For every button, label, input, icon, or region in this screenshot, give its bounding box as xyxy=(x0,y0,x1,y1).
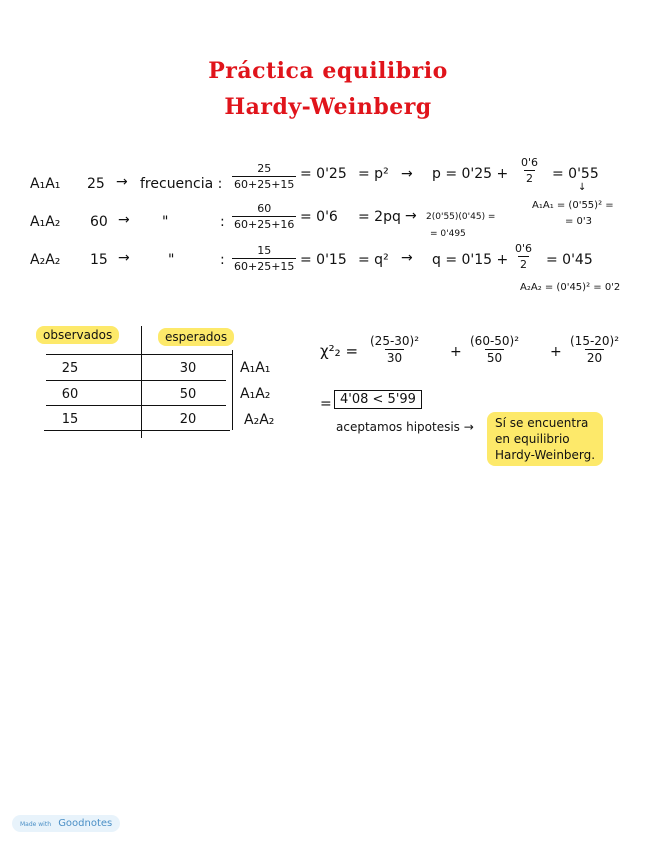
conclusion-text: aceptamos hipotesis → xyxy=(336,420,474,434)
heterozygote-value: = 0'495 xyxy=(430,229,466,239)
down-arrow-icon: ↓ xyxy=(578,182,587,193)
table-row-line xyxy=(46,354,232,355)
observed-cell: 60 xyxy=(61,387,79,402)
chi-result-box: 4'08 < 5'99 xyxy=(334,390,422,409)
frequency-fraction xyxy=(232,162,296,191)
fraction-numerator: (60-50)² xyxy=(470,334,520,348)
fraction-denominator: 60+25+15 xyxy=(234,260,295,273)
fraction-numerator: 0'6 xyxy=(521,156,539,169)
chi-term xyxy=(568,334,621,365)
fraction-denominator: 2 xyxy=(526,172,534,185)
a1a1-expected-value: = 0'3 xyxy=(565,216,593,227)
expected-header: esperados xyxy=(158,328,234,346)
highlight-line: Sí se encuentra xyxy=(495,416,589,430)
observed-header-wrap xyxy=(36,328,119,342)
badge-brand: Goodnotes xyxy=(58,818,113,829)
colon-mark: : xyxy=(220,252,225,268)
table-row-line xyxy=(44,430,230,431)
ditto-mark: " xyxy=(168,252,175,268)
genotype-cell: A₁A₁ xyxy=(240,360,271,376)
plus-sign: + xyxy=(550,344,562,360)
fraction-denominator: 60+25+16 xyxy=(234,218,295,231)
hw-symbol: = 2pq xyxy=(358,209,401,225)
frequency-label: frecuencia : xyxy=(140,176,223,192)
half-fraction xyxy=(513,242,534,271)
fraction-numerator: (15-20)² xyxy=(570,334,620,348)
highlight-line: Hardy-Weinberg. xyxy=(495,448,596,462)
goodnotes-badge xyxy=(12,815,120,832)
title-line-1: Práctica equilibrio xyxy=(208,58,448,84)
a2a2-expected-note: A₂A₂ = (0'45)² = 0'2 xyxy=(520,282,621,293)
fraction-denominator: 30 xyxy=(386,351,403,365)
title-line-2: Hardy-Weinberg xyxy=(224,94,432,120)
genotype-count: 60 xyxy=(90,214,108,230)
expected-cell: 50 xyxy=(179,387,197,402)
arrow-icon: → xyxy=(118,212,130,228)
frequency-fraction xyxy=(232,244,296,273)
a1a1-expected-note: A₁A₁ = (0'55)² = xyxy=(532,200,614,211)
allele-result: p = 0'25 + xyxy=(432,166,509,182)
hw-symbol: = p² xyxy=(358,166,389,182)
arrow-icon: → xyxy=(116,174,128,190)
observed-cell: 15 xyxy=(61,412,79,427)
fraction-numerator: 15 xyxy=(257,244,272,257)
table-right-border xyxy=(232,350,233,430)
fraction-numerator: 60 xyxy=(257,202,272,215)
genotype-cell: A₂A₂ xyxy=(244,412,275,428)
frequency-value: = 0'25 xyxy=(300,166,347,182)
genotype-label: A₁A₂ xyxy=(30,214,61,230)
table-row-line xyxy=(46,380,226,381)
hw-symbol: = q² xyxy=(358,252,389,268)
fraction-denominator: 50 xyxy=(486,351,503,365)
equals-sign: = xyxy=(320,396,332,412)
frequency-value: = 0'6 xyxy=(300,209,338,225)
chi-term xyxy=(368,334,421,365)
observed-cell: 25 xyxy=(61,361,79,376)
expected-cell: 30 xyxy=(179,361,197,376)
half-fraction xyxy=(519,156,540,185)
genotype-label: A₂A₂ xyxy=(30,252,61,268)
frequency-fraction xyxy=(232,202,296,231)
genotype-count: 25 xyxy=(87,176,105,192)
allele-final: = 0'55 xyxy=(552,166,599,182)
chi-symbol: χ²₂ = xyxy=(320,342,359,360)
fraction-denominator: 2 xyxy=(520,258,528,271)
fraction-denominator: 20 xyxy=(586,351,603,365)
heterozygote-calc: 2(0'55)(0'45) = xyxy=(426,212,496,222)
arrow-icon: → xyxy=(401,166,413,182)
highlight-line: en equilibrio xyxy=(495,432,570,446)
fraction-denominator: 60+25+15 xyxy=(234,178,295,191)
genotype-label: A₁A₁ xyxy=(30,176,61,192)
arrow-icon: → xyxy=(405,208,417,224)
chi-result-wrap xyxy=(334,392,422,407)
fraction-numerator: 0'6 xyxy=(515,242,533,255)
allele-result: q = 0'15 + xyxy=(432,252,509,268)
ditto-mark: " xyxy=(162,214,169,230)
allele-final: = 0'45 xyxy=(546,252,593,268)
arrow-icon: → xyxy=(118,250,130,266)
expected-cell: 20 xyxy=(179,412,197,427)
fraction-numerator: 25 xyxy=(257,162,272,175)
frequency-value: = 0'15 xyxy=(300,252,347,268)
chi-term xyxy=(468,334,521,365)
fraction-numerator: (25-30)² xyxy=(370,334,420,348)
colon-mark: : xyxy=(220,214,225,230)
genotype-count: 15 xyxy=(90,252,108,268)
badge-prefix: Made with xyxy=(20,821,51,828)
table-column-divider xyxy=(141,326,142,438)
expected-header-wrap xyxy=(158,330,234,344)
plus-sign: + xyxy=(450,344,462,360)
arrow-icon: → xyxy=(401,250,413,266)
observed-header: observados xyxy=(36,326,119,344)
genotype-cell: A₁A₂ xyxy=(240,386,271,402)
equilibrium-highlight xyxy=(487,412,603,466)
table-row-line xyxy=(46,405,226,406)
